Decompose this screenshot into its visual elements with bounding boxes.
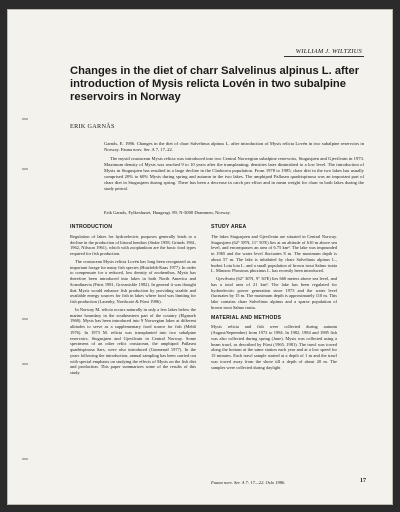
abstract-block bbox=[104, 141, 364, 195]
article-title: Changes in the diet of charr Salvelinus alpinus L. after introduction of Mysis relicta Lovén in two subalpine reservoirs in Norway bbox=[70, 65, 360, 103]
study-area-paragraph-2: Gjevilvatn (62° 30'N, 9° 30'E) lies 660 meters above sea level, and has a total area of 21 km². The lake has been regulated for hydroelectric power generation since 1973 and the water level fluctuates by 15 m. The maximum depth is approximately 110 m. This lake contains charr Salvelinus alpinus and a sparse population of brown trout Salmo trutta. bbox=[211, 276, 337, 310]
methods-heading: MATERIAL AND METHODS bbox=[211, 314, 282, 321]
owner-stamp: WILLIAM J. WILTZIUS bbox=[295, 48, 362, 55]
author-address: Erik Garnås, Fylkeshuset, Haugesgt. 89, N-3000 Drammen, Norway. bbox=[104, 210, 231, 215]
abstract-text: The mysid crustacean Mysis relicta was introduced into two Central Norwegian subalpine reservoirs, Stugusjøen and Gjevilvatn in 1973. Maximum density of Mysis was reached 9 to 10 years after the transplanting; densities later diminished to a low level. The introduction of Mysis in Stugusjøen has resulted in a large decline in the Cladocera population. From 1978 to 1985, charr diet in the two lakes has usually comprised 20% to 60% Mysis during spring and autumn in the two lakes. The amphipod Pallasea quadrispinosa was an important part of charr diet in Stugusjøen during spring. There has been a decrease in catch per effort and in mean weight for charr in both lakes during the study period. bbox=[104, 156, 364, 191]
journal-page bbox=[8, 10, 392, 504]
journal-footer: Fauna norv. Ser. A 7: 17—22. Oslo 1986. bbox=[211, 480, 286, 485]
intro-paragraph-2: The crustacean Mysis relicta Lovén has long been recognized as an important forage for many fish species (Hustfeldt-Kaas 1977). In order to compensate for a reduced, low density of zoobenthos, Mysis has therefore been introduced into lakes in both North America and Scandinavia (Fürst 1981, Grossnickle 1982). In general it was thought that Mysis would enhance fish production by providing sizable and available energy sources for fish in lakes where food was limiting for fish production (Lasenby, Northcote & Fürst 1986). bbox=[70, 258, 196, 304]
right-column bbox=[211, 225, 337, 372]
study-area-heading: STUDY AREA bbox=[211, 224, 247, 230]
margin-tick-mark bbox=[22, 160, 28, 168]
citation: Garnås, E. 1986. Changes in the diet of charr Salvelinus alpinus L. after introduction of Mysis relicta Lovén in two subalpine reservoirs in Norway. Fauna norv. Ser. A 7, 17–22. bbox=[104, 141, 364, 152]
author-name: ERIK GARNÅS bbox=[70, 123, 115, 130]
intro-paragraph-3: In Norway M. relicta occurs naturally in only a few lakes below the marine boundary in the southeastern part of the country (Elgmork 1968). Mysis has been introduced into 9 Norwegian lakes at different altitudes to serve as a supplementary food source for fish (Mehli 1976). In 1973 M. relicta was transplanted into two subalpine reservoirs, Stugusjøen and Gjevilvatn in Central Norway. Some specimens of an other relict crustacean, the amphipod Pallasea quadrispinosa Sars, were also introduced (Gunnerød 1977). In the years following the introduction, annual sampling has been carried out with special emphasis on studying the effects of Mysis on the fish diet and production. This paper summarizes some of the results of this study. bbox=[70, 306, 196, 375]
margin-tick-mark bbox=[22, 110, 28, 118]
intro-paragraph-1: Regulation of lakes for hydroelectric purposes generally leads to a decline in the production of littoral benthos (Stube 1958, Grimås 1961, 1962, Nilsson 1961), which with zooplankton are the basic food types required for fish production. bbox=[70, 233, 196, 256]
page-number: 17 bbox=[360, 478, 366, 484]
margin-tick-mark bbox=[22, 310, 28, 318]
left-column bbox=[70, 225, 196, 378]
margin-tick-mark bbox=[22, 355, 28, 363]
study-area-paragraph-1: The lakes Stugusjøen and Gjevilvatn are situated in Central Norway. Stugusjøen (62° 58'N, 11° 50'E) lies at an altitude of 610 m above sea level, and encompasses an area of 6.75 km². The lake was impounded in 1965 and the water level fluctuates 8 m. The maximum depth is about 57 m. The lake is inhabited by charr Salvelinus alpinus L., burbot Lota lota L. and a small population of brown trout Salmo trutta L. Minnow Phoxinus phoxinus L. has recently been introduced. bbox=[211, 233, 337, 274]
introduction-heading: INTRODUCTION bbox=[70, 224, 113, 230]
methods-paragraph-1: Mysis relicta and fish were collected during autumn (August/September) from 1973 to 1984. In 1982, 1984 and 1985 fish was also collected during spring (June). Mysis was collected using a beam trawl, as described by Fürst (1965, 1981). The trawl was towed along the bottom at the same station each year and at a low speed for 15 minutes. Each trawl sample started at a depth of 1 m and the trawl was towed away from the shore till a depth of about 20 m. The samples were collected during daylight bbox=[211, 324, 337, 370]
stamp-underline bbox=[284, 56, 364, 57]
margin-tick-mark bbox=[22, 450, 28, 458]
